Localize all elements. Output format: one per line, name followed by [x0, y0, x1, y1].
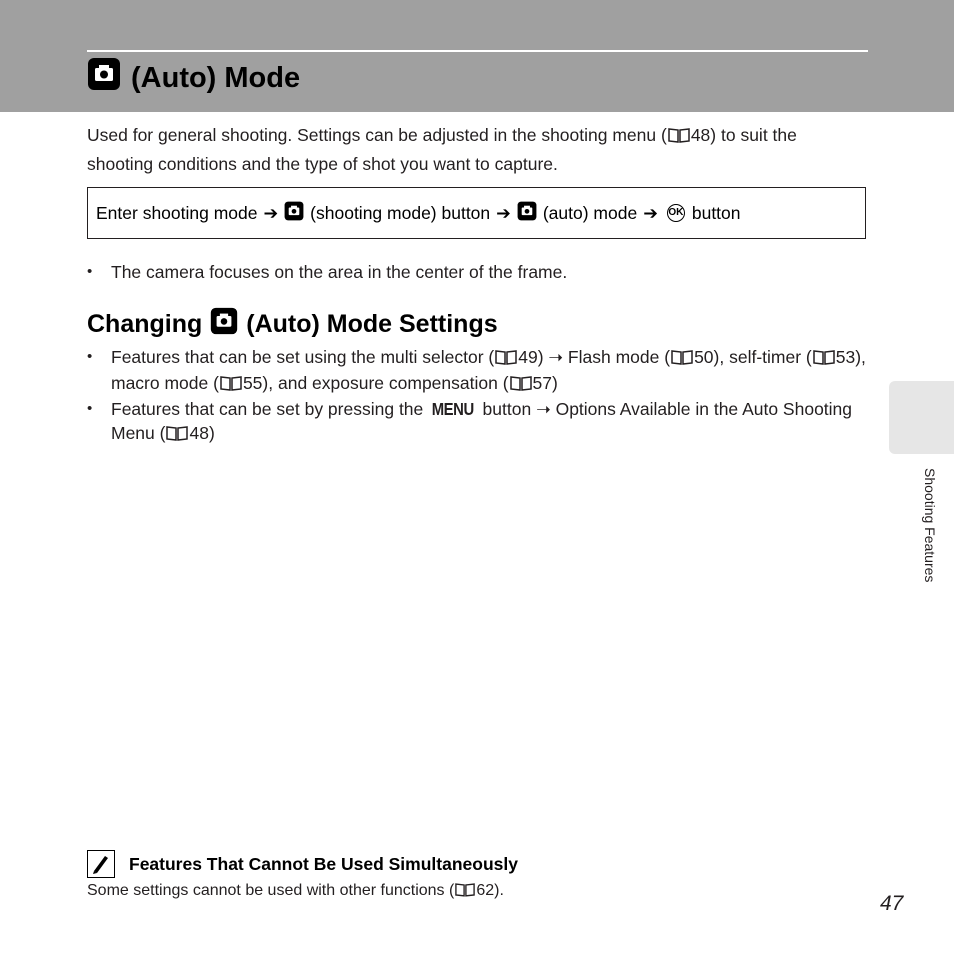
header-rule	[87, 50, 868, 52]
item1-text-c: ), self-timer (	[713, 347, 812, 367]
item1-text-a: Features that can be set using the multi selector (	[111, 347, 495, 367]
note-text-b: ).	[494, 882, 504, 899]
book-icon	[671, 347, 693, 371]
nav-step-shooting-mode-button: (shooting mode) button	[310, 202, 491, 223]
intro-text-2: ) to suit the shooting conditions and the type of shot you want to capture.	[87, 125, 797, 174]
item1-ref-49[interactable]: 49	[518, 347, 538, 367]
nav-step-shooting-mode: Enter shooting mode	[96, 202, 258, 223]
bullet-list-section	[87, 345, 867, 447]
camera-auto-icon	[87, 57, 121, 99]
intro-text-1: Used for general shooting. Settings can be adjusted in the shooting menu (	[87, 125, 667, 145]
item1-text-f: )	[552, 373, 558, 393]
book-icon	[495, 347, 517, 371]
intro-paragraph	[87, 122, 867, 178]
note-text-a: Some settings cannot be used with other functions (	[87, 882, 455, 899]
note-title: Features That Cannot Be Used Simultaneously	[129, 853, 518, 874]
note-ref-62[interactable]: 62	[476, 882, 495, 899]
menu-button-glyph: MENU	[431, 399, 474, 419]
item2-text-a: Features that can be set by pressing the	[111, 399, 424, 419]
side-tab-label: Shooting Features	[922, 468, 938, 583]
section-heading	[87, 306, 498, 342]
book-icon	[510, 373, 532, 397]
arrow-icon: ➔	[496, 202, 511, 223]
note-text	[87, 882, 504, 902]
item1-text-b: ) ➝ Flash mode (	[537, 347, 671, 367]
item1-ref-55[interactable]: 55	[242, 373, 263, 393]
item1-text-d: ), macro mode (	[111, 347, 866, 393]
list-item	[87, 397, 867, 447]
item1-ref-57[interactable]: 57	[532, 373, 553, 393]
item2-text-b: button ➝ Options Available in the Auto Shooting Menu (	[111, 399, 853, 443]
navigation-box	[87, 187, 866, 239]
book-icon	[813, 347, 835, 371]
bullet-list-top	[87, 260, 867, 284]
book-icon	[455, 882, 475, 902]
item2-ref-48[interactable]: 48	[189, 423, 209, 443]
item1-ref-53[interactable]: 53	[835, 347, 856, 367]
intro-ref-48[interactable]: 48	[690, 125, 711, 145]
note-pencil-icon	[87, 850, 115, 878]
section-heading-post: (Auto) Mode Settings	[246, 309, 498, 338]
arrow-icon: ➔	[643, 202, 658, 223]
note-heading	[87, 848, 518, 880]
page-title-text: (Auto) Mode	[131, 61, 301, 94]
page-number: 47	[880, 892, 904, 915]
list-item	[87, 345, 867, 397]
nav-step-button: button	[691, 202, 741, 223]
ok-button-icon: OK	[667, 204, 685, 222]
nav-step-auto-mode: (auto) mode	[542, 202, 638, 223]
side-tab[interactable]	[889, 381, 954, 454]
page-title	[87, 58, 300, 98]
camera-auto-icon	[210, 307, 238, 342]
section-heading-pre: Changing	[87, 309, 203, 338]
book-icon	[668, 124, 690, 151]
item1-ref-50[interactable]: 50	[694, 347, 714, 367]
list-item: • The camera focuses on the area in the center of the frame.	[87, 260, 867, 284]
camera-icon	[284, 201, 304, 226]
book-icon	[220, 373, 242, 397]
arrow-icon: ➔	[263, 202, 279, 223]
item1-text-e: ), and exposure compensation (	[262, 373, 509, 393]
book-icon	[166, 423, 188, 447]
item2-text-c: )	[208, 423, 215, 443]
camera-auto-icon	[517, 201, 537, 226]
